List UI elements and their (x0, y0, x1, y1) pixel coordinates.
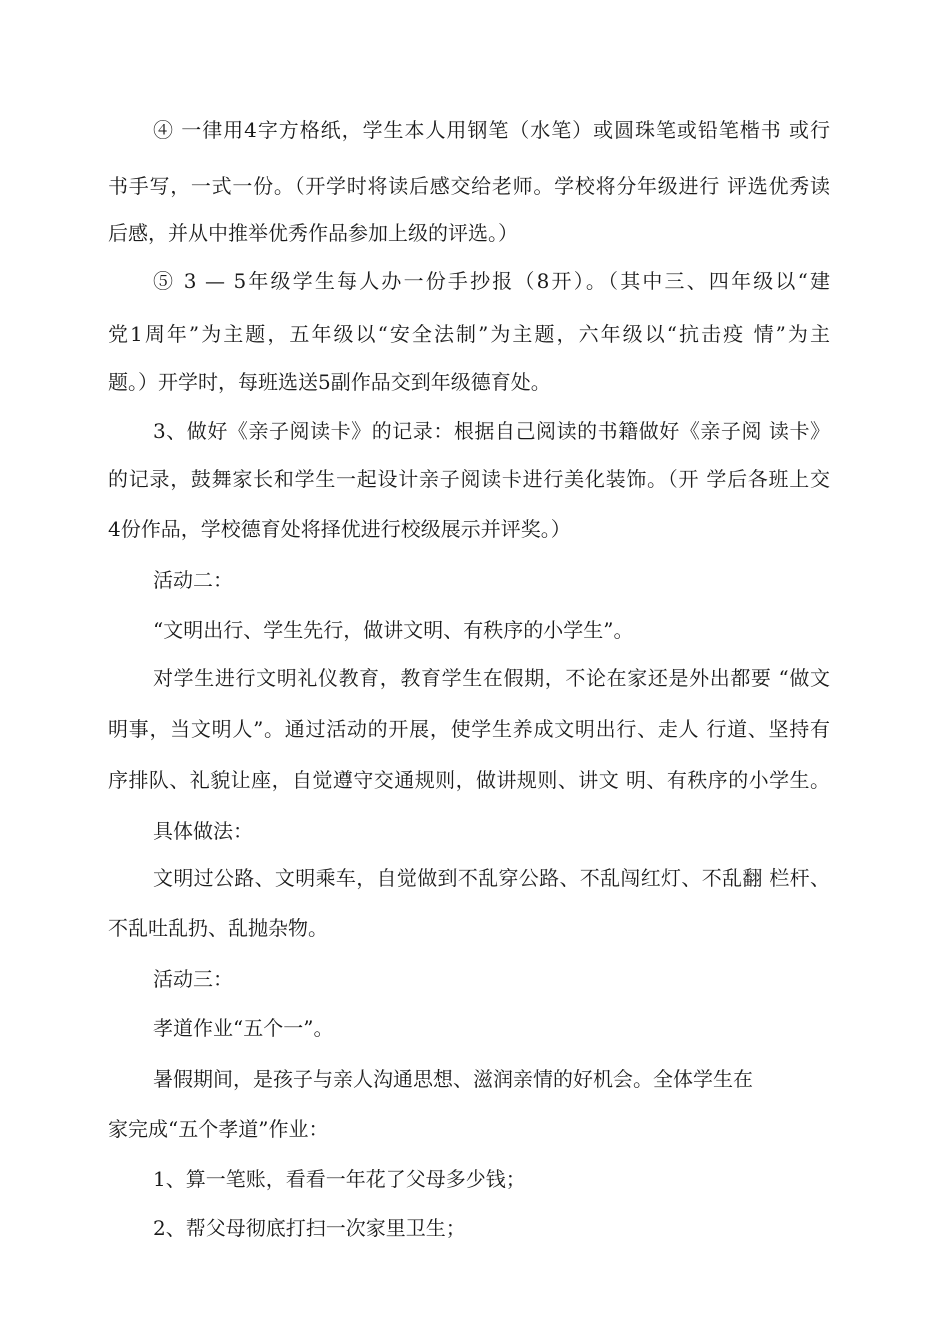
paragraph-line: 孝道作业“五个一”。 (153, 1016, 334, 1040)
list-item: 1、算一笔账，看看一年花了父母多少钱； (153, 1167, 526, 1191)
paragraph-line: 序排队、礼貌让座，自觉遵守交通规则，做讲规则、讲文 明、有秩序的小学生。 (108, 768, 830, 792)
paragraph-line: 明事，当文明人”。通过活动的开展，使学生养成文明出行、走人 行道、坚持有 (108, 717, 830, 741)
section-heading: 活动三： (153, 967, 233, 991)
section-heading: 活动二： (153, 568, 233, 592)
paragraph-line: 文明过公路、文明乘车，自觉做到不乱穿公路、不乱闯红灯、不乱翻 栏杆、 (153, 866, 830, 890)
paragraph-line: 党1周年”为主题，五年级以“安全法制”为主题，六年级以“抗击疫 情”为主 (108, 322, 830, 346)
paragraph-line: 题。）开学时，每班选送5副作品交到年级德育处。 (108, 370, 551, 394)
paragraph-line: 3、做好《亲子阅读卡》的记录：根据自己阅读的书籍做好《亲子阅 读卡》 (153, 419, 830, 443)
paragraph-line: 书手写，一式一份。（开学时将读后感交给老师。学校将分年级进行 评选优秀读 (108, 174, 830, 198)
paragraph-line: ④ 一律用4字方格纸，学生本人用钢笔（水笔）或圆珠笔或铅笔楷书 或行 (153, 118, 830, 142)
section-heading: 具体做法： (153, 819, 253, 843)
paragraph-line: 暑假期间，是孩子与亲人沟通思想、滋润亲情的好机会。全体学生在 (153, 1067, 753, 1091)
list-item: 2、帮父母彻底打扫一次家里卫生； (153, 1216, 466, 1240)
paragraph-line: “文明出行、学生先行，做讲文明、有秩序的小学生”。 (153, 618, 634, 642)
paragraph-line: 后感，并从中推举优秀作品参加上级的评选。） (108, 221, 518, 245)
paragraph-line: ⑤ 3 — 5年级学生每人办一份手抄报（8开）。（其中三、四年级以“建 (153, 269, 830, 293)
paragraph-line: 不乱吐乱扔、乱抛杂物。 (108, 916, 328, 940)
paragraph-line: 对学生进行文明礼仪教育，教育学生在假期，不论在家还是外出都要 “做文 (153, 666, 830, 690)
paragraph-line: 的记录，鼓舞家长和学生一起设计亲子阅读卡进行美化装饰。（开 学后各班上交 (108, 467, 830, 491)
paragraph-line: 4份作品，学校德育处将择优进行校级展示并评奖。） (108, 517, 571, 541)
paragraph-line: 家完成“五个孝道”作业： (108, 1117, 329, 1141)
